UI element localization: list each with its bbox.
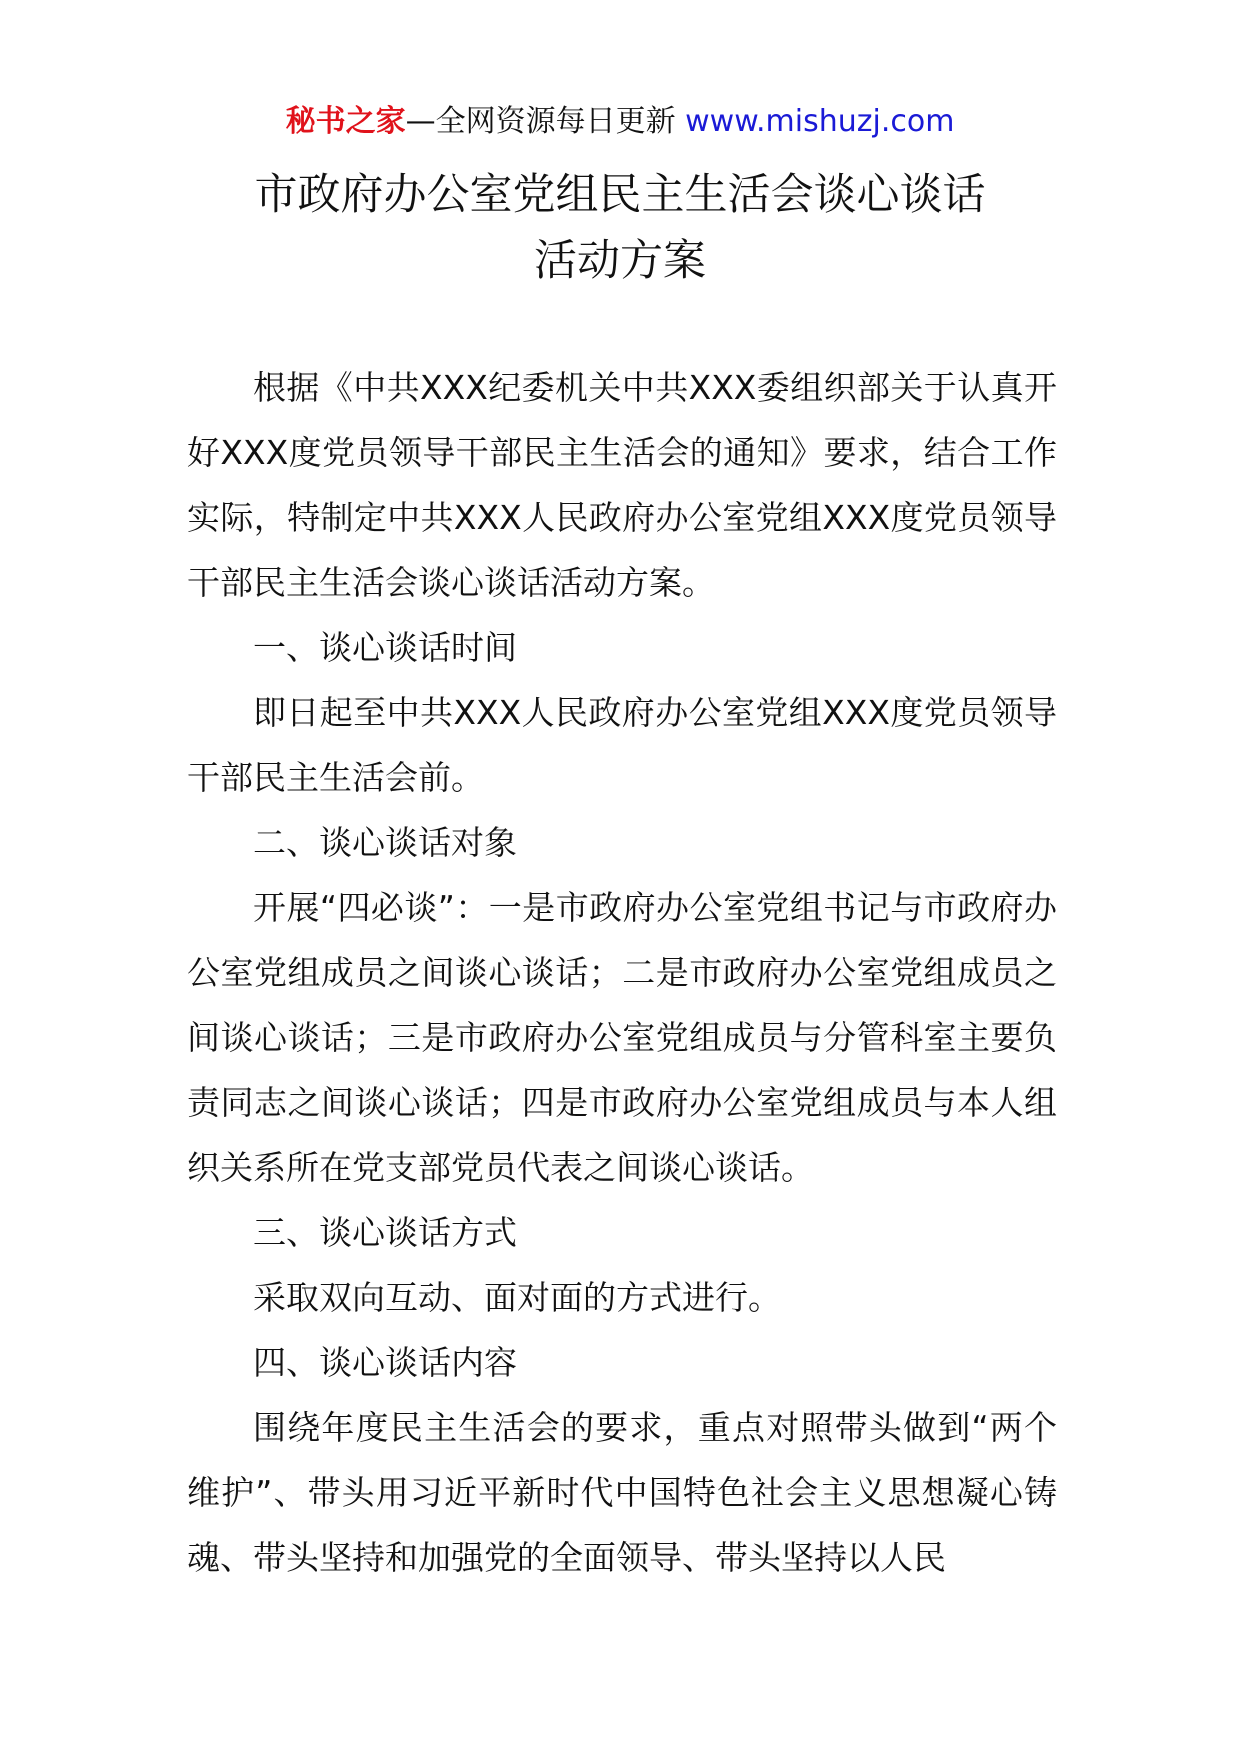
section-heading-method: 三、谈心谈话方式: [253, 1213, 517, 1252]
document-title: [0, 162, 1240, 294]
section-heading-time: 一、谈心谈话时间: [253, 628, 517, 667]
site-url-link[interactable]: www.mishuzj.com: [685, 104, 955, 139]
title-line-1: 市政府办公室党组民主生活会谈心谈话: [254, 170, 986, 220]
intro-paragraph: 根据《中共XXX纪委机关中共XXX委组织部关于认真开好XXX度党员领导干部民主生活会的通知》要求，结合工作实际，特制定中共XXX人民政府办公室党组XXX度党员领导干部民主生活会谈心谈话活动方案。: [187, 368, 1057, 602]
paragraph-time: 即日起至中共XXX人民政府办公室党组XXX度党员领导干部民主生活会前。: [187, 693, 1057, 797]
brand-name: 秘书之家: [285, 104, 406, 139]
paragraph-targets: 开展“四必谈”：一是市政府办公室党组书记与市政府办公室党组成员之间谈心谈话；二是市政府办公室党组成员之间谈心谈话；三是市政府办公室党组成员与分管科室主要负责同志之间谈心谈话；四是市政府办公室党组成员与本人组织关系所在党支部党员代表之间谈心谈话。: [187, 888, 1057, 1187]
site-header: [0, 100, 1240, 144]
paragraph-content: 围绕年度民主生活会的要求，重点对照带头做到“两个维护”、带头用习近平新时代中国特色社会主义思想凝心铸魂、带头坚持和加强党的全面领导、带头坚持以人民: [187, 1408, 1057, 1577]
title-line-2: 活动方案: [534, 236, 706, 286]
section-heading-content: 四、谈心谈话内容: [253, 1343, 517, 1382]
paragraph-method: 采取双向互动、面对面的方式进行。: [253, 1278, 781, 1317]
header-tagline: —全网资源每日更新: [405, 104, 676, 139]
document-body: [187, 355, 1057, 1590]
section-heading-targets: 二、谈心谈话对象: [253, 823, 517, 862]
